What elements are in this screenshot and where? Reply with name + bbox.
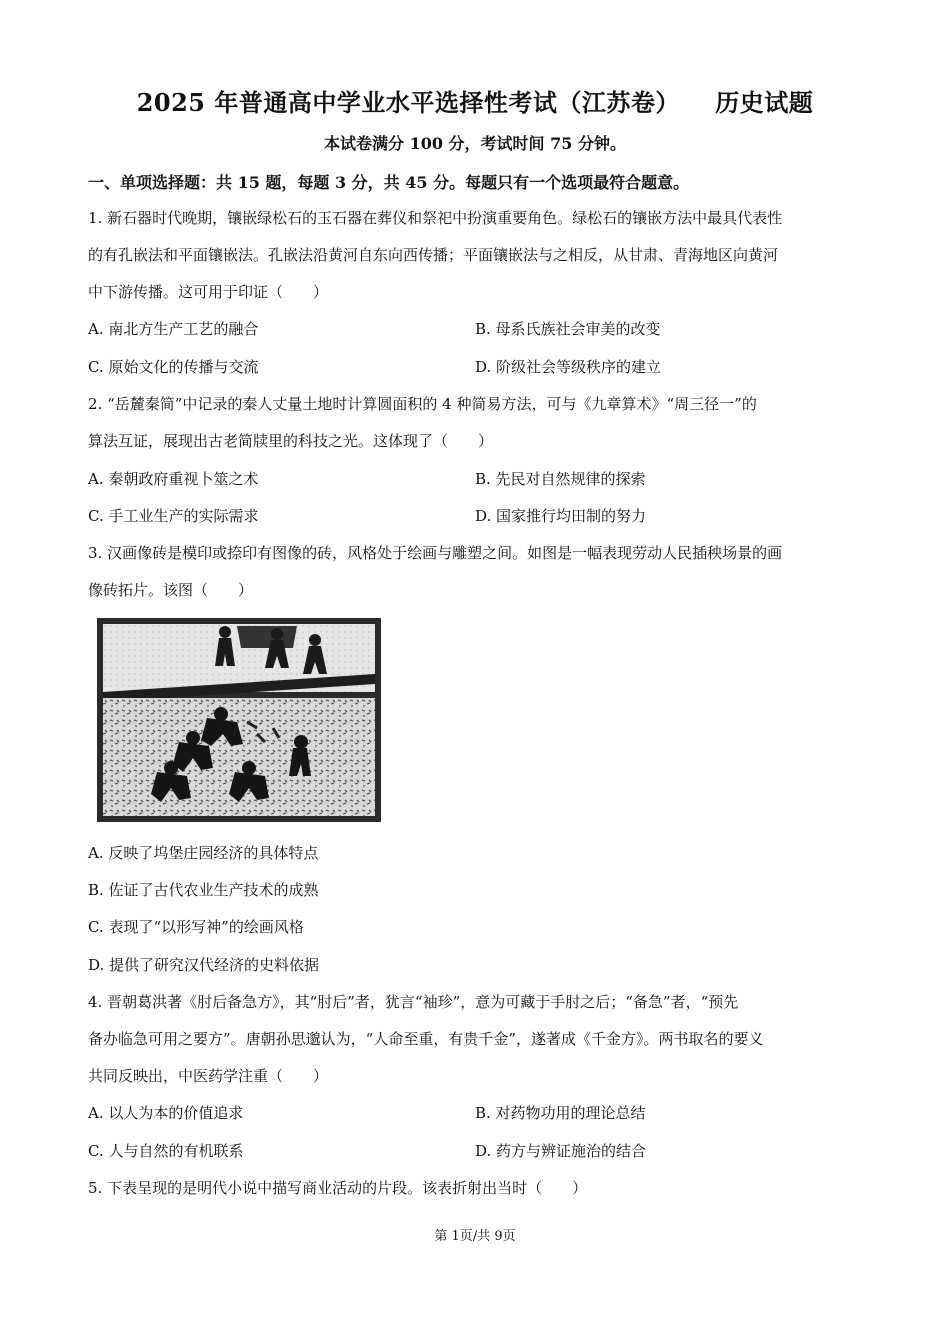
q4-stem-line-3: 共同反映出，中医药学注重（ ） — [88, 1067, 329, 1085]
han-brick-rubbing-image — [97, 618, 381, 822]
page-number: 第 1页/共 9页 — [434, 1229, 516, 1244]
q4-option-a: A. 以人为本的价值追求 — [88, 1104, 244, 1122]
q2-option-c: C. 手工业生产的实际需求 — [88, 507, 259, 525]
page-title: 2025 年普通高中学业水平选择性考试（江苏卷） 历史试题 — [136, 88, 814, 117]
q3-option-b: B. 佐证了古代农业生产技术的成熟 — [88, 881, 319, 899]
q3-stem-line-2: 像砖拓片。该图（ ） — [88, 581, 254, 599]
q1-option-d: D. 阶级社会等级秩序的建立 — [475, 358, 662, 376]
q4-option-c: C. 人与自然的有机联系 — [88, 1142, 244, 1160]
q2-option-d: D. 国家推行均田制的努力 — [475, 507, 647, 525]
q4-stem-line-1: 4. 晋朝葛洪著《肘后备急方》，其“肘后”者，犹言“袖珍”，意为可藏于手肘之后；“备急”者，“预先 — [88, 993, 739, 1011]
q2-stem-line-1: 2. “岳麓秦简”中记录的秦人丈量土地时计算圆面积的 4 种简易方法，可与《九章算术》“周三径一”的 — [88, 395, 757, 413]
q3-option-d: D. 提供了研究汉代经济的史料依据 — [88, 956, 320, 974]
q3-stem-line-1: 3. 汉画像砖是模印或捺印有图像的砖，风格处于绘画与雕塑之间。如图是一幅表现劳动人民插秧场景的画 — [88, 544, 783, 562]
q5-stem-line-1: 5. 下表呈现的是明代小说中描写商业活动的片段。该表折射出当时（ ） — [88, 1179, 588, 1197]
q3-option-c: C. 表现了“以形写神”的绘画风格 — [88, 918, 304, 936]
q3-option-a: A. 反映了坞堡庄园经济的具体特点 — [88, 844, 319, 862]
q1-stem-line-2: 的有孔嵌法和平面镶嵌法。孔嵌法沿黄河自东向西传播；平面镶嵌法与之相反，从甘肃、青海地区向黄河 — [88, 246, 779, 264]
q1-option-a: A. 南北方生产工艺的融合 — [88, 320, 259, 338]
q2-stem-line-2: 算法互证，展现出古老简牍里的科技之光。这体现了（ ） — [88, 432, 494, 450]
q2-option-a: A. 秦朝政府重视卜筮之术 — [88, 470, 259, 488]
exam-info: 本试卷满分 100 分，考试时间 75 分钟。 — [324, 134, 626, 153]
q2-option-b: B. 先民对自然规律的探索 — [475, 470, 646, 488]
q1-option-c: C. 原始文化的传播与交流 — [88, 358, 259, 376]
q1-stem-line-1: 1. 新石器时代晚期，镶嵌绿松石的玉石器在葬仪和祭祀中扮演重要角色。绿松石的镶嵌方法中最具代表性 — [88, 209, 783, 227]
q1-option-b: B. 母系氏族社会审美的改变 — [475, 320, 661, 338]
section-heading: 一、单项选择题：共 15 题，每题 3 分，共 45 分。每题只有一个选项最符合题意。 — [88, 173, 690, 192]
q4-option-d: D. 药方与辨证施治的结合 — [475, 1142, 647, 1160]
q4-option-b: B. 对药物功用的理论总结 — [475, 1104, 646, 1122]
q4-stem-line-2: 备办临急可用之要方”。唐朝孙思邈认为，“人命至重，有贵千金”，遂著成《千金方》。两书取名的要义 — [88, 1030, 764, 1048]
q1-stem-line-3: 中下游传播。这可用于印证（ ） — [88, 283, 329, 301]
